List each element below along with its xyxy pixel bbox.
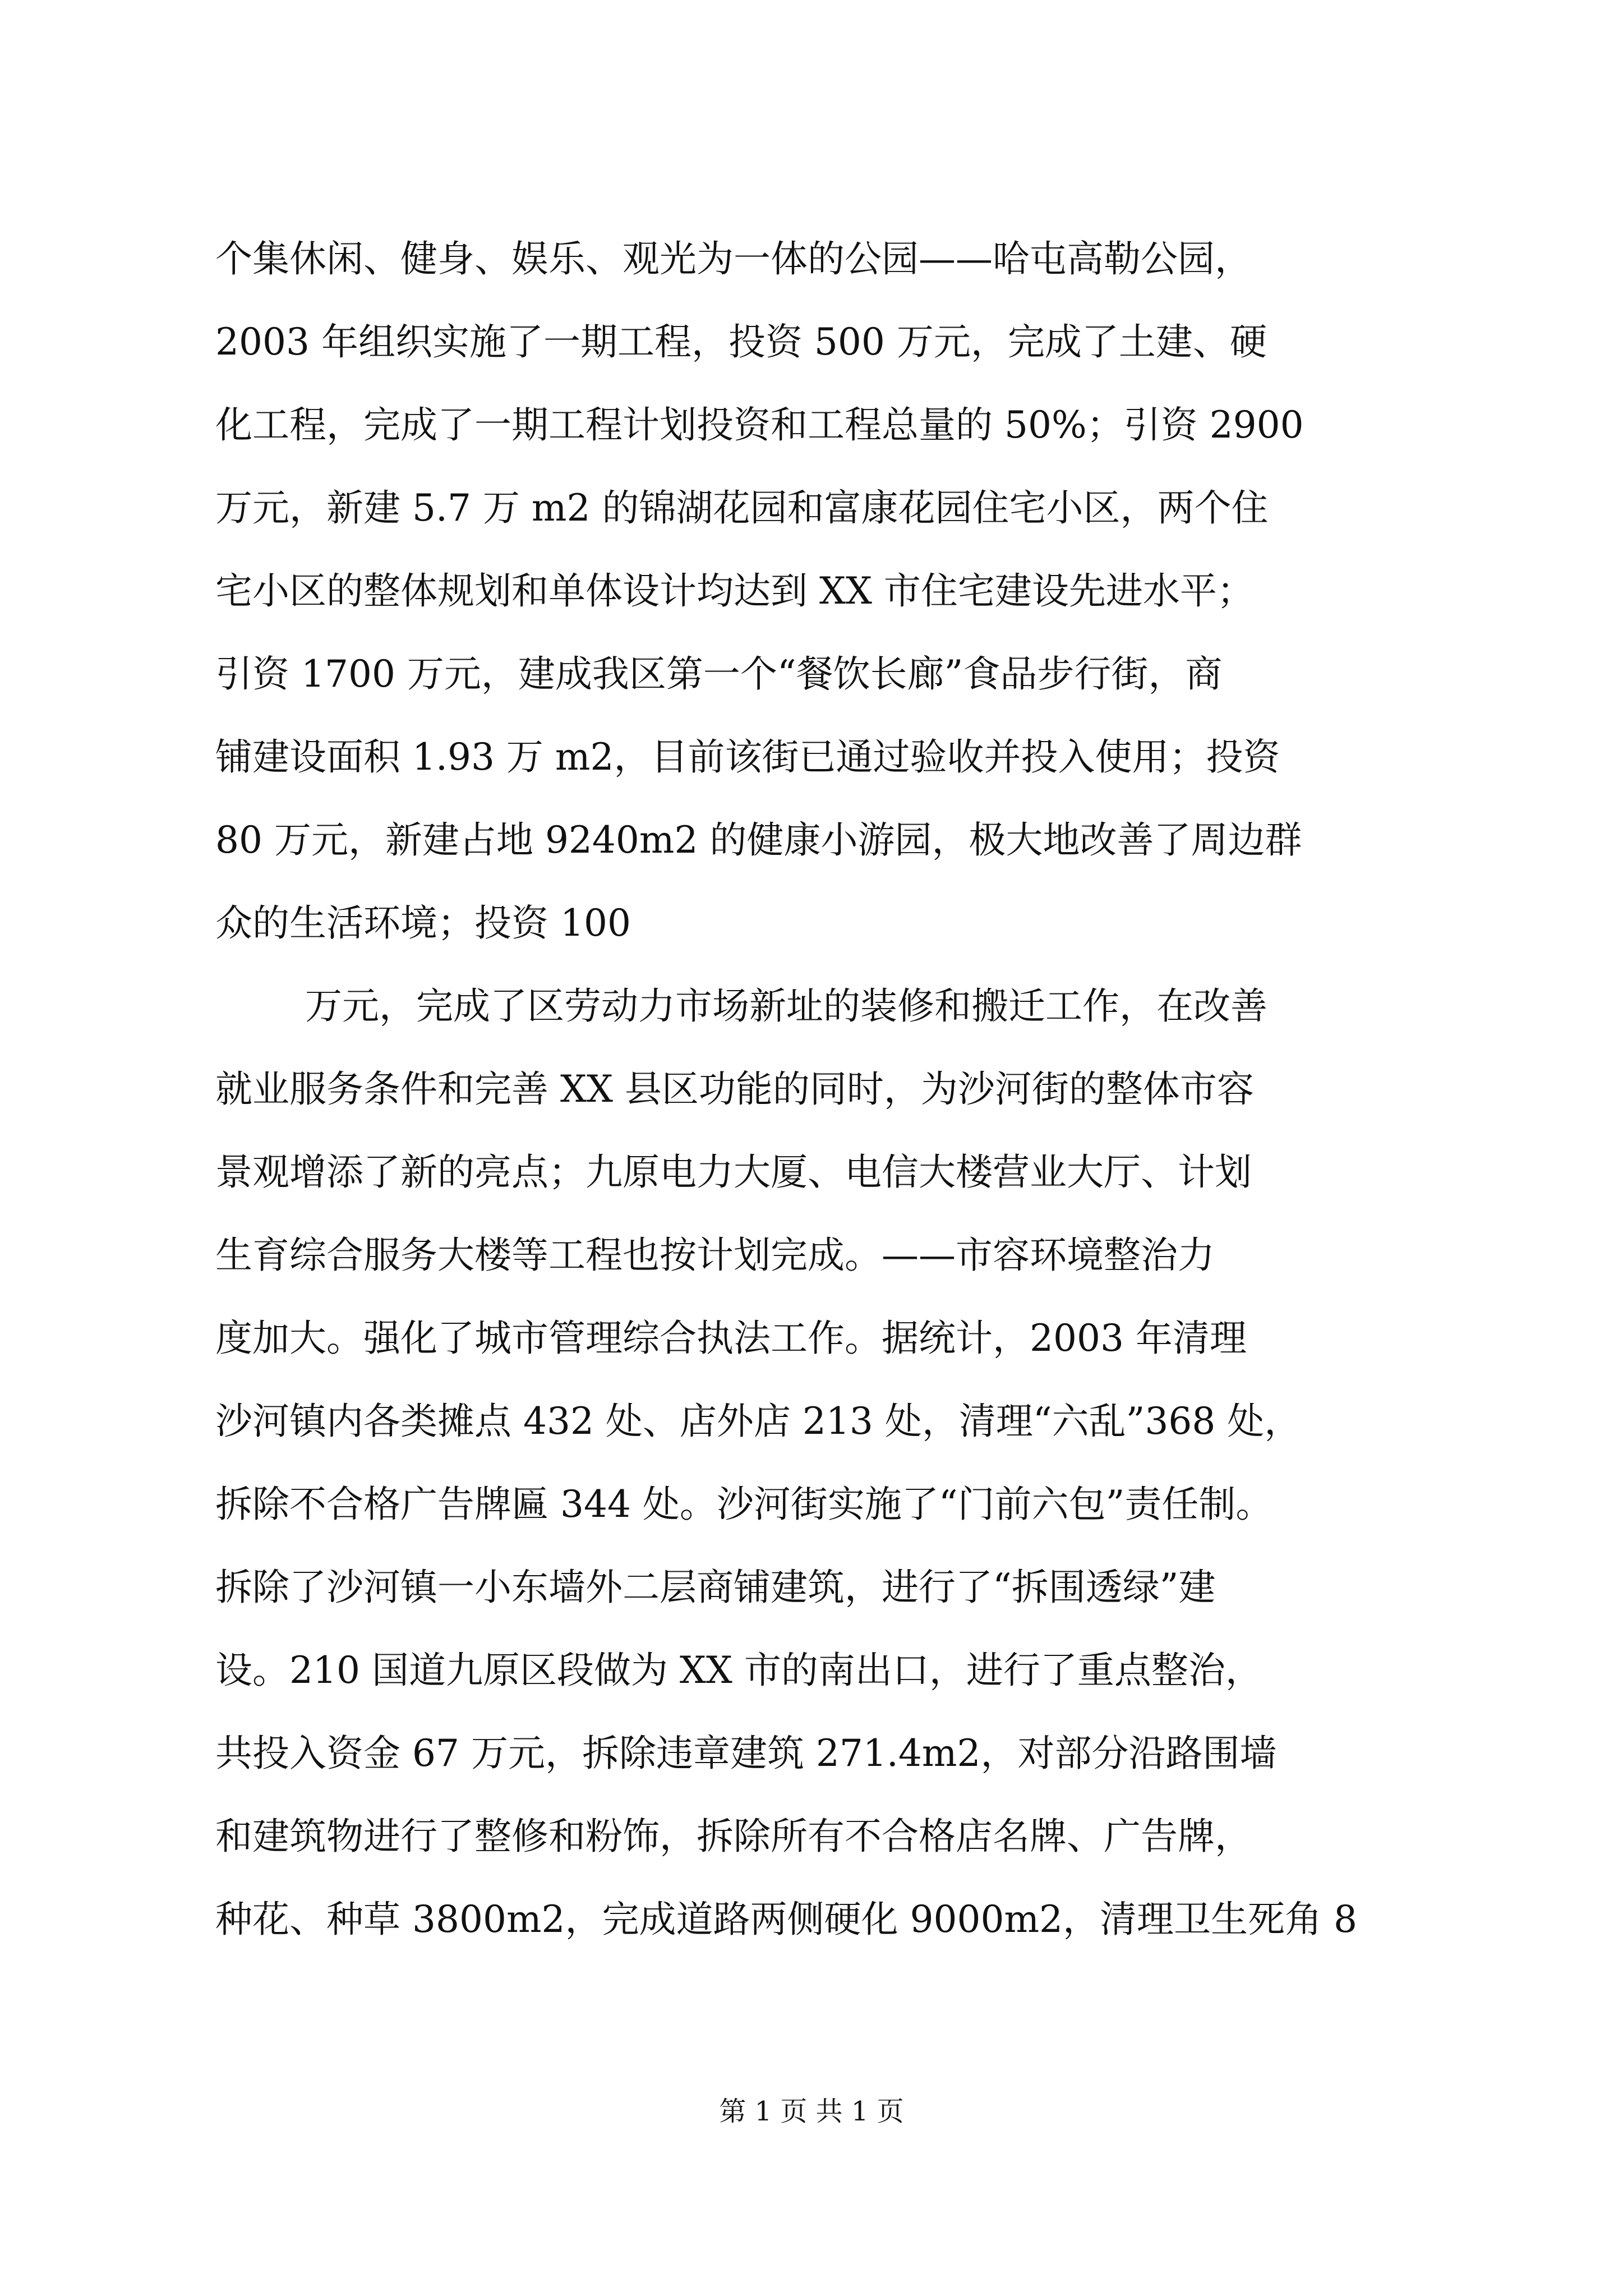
text-line: 和建筑物进行了整修和粉饰，拆除所有不合格店名牌、广告牌， bbox=[215, 1815, 1252, 1858]
text-line: 引资 1700 万元，建成我区第一个“餐饮长廊”食品步行街，商 bbox=[215, 652, 1223, 696]
text-line: 沙河镇内各类摊点 432 处、店外店 213 处，清理“六乱”368 处， bbox=[215, 1400, 1302, 1443]
text-line: 拆除不合格广告牌匾 344 处。沙河街实施了“门前六包”责任制。 bbox=[215, 1483, 1273, 1526]
text-line: 2003 年组织实施了一期工程，投资 500 万元，完成了土建、硬 bbox=[215, 320, 1267, 364]
text-line: 生育综合服务大楼等工程也按计划完成。——市容环境整治力 bbox=[215, 1234, 1215, 1277]
page-footer bbox=[0, 2095, 1623, 2128]
page-number-label: 第 1 页 共 1 页 bbox=[719, 2096, 904, 2127]
text-line: 度加大。强化了城市管理综合执法工作。据统计，2003 年清理 bbox=[215, 1317, 1247, 1360]
text-line: 宅小区的整体规划和单体设计均达到 XX 市住宅建设先进水平； bbox=[215, 569, 1254, 613]
body-text bbox=[215, 218, 1427, 1961]
text-line: 种花、种草 3800m2，完成道路两侧硬化 9000m2，清理卫生死角 8 bbox=[215, 1898, 1358, 1941]
text-line: 铺建设面积 1.93 万 m2，目前该街已通过验收并投入使用；投资 bbox=[215, 735, 1280, 779]
text-line: 化工程，完成了一期工程计划投资和工程总量的 50%；引资 2900 bbox=[215, 403, 1304, 447]
text-line: 万元，新建 5.7 万 m2 的锦湖花园和富康花园住宅小区，两个住 bbox=[215, 486, 1269, 530]
text-line: 共投入资金 67 万元，拆除违章建筑 271.4m2，对部分沿路围墙 bbox=[215, 1732, 1277, 1775]
text-line: 景观增添了新的亮点；九原电力大厦、电信大楼营业大厅、计划 bbox=[215, 1151, 1252, 1194]
text-line: 设。210 国道九原区段做为 XX 市的南出口，进行了重点整治， bbox=[215, 1649, 1262, 1692]
text-line: 80 万元，新建占地 9240m2 的健康小游园，极大地改善了周边群 bbox=[215, 818, 1302, 862]
text-line: 个集休闲、健身、娱乐、观光为一体的公园——哈屯高勒公园， bbox=[215, 237, 1252, 280]
text-line: 拆除了沙河镇一小东墙外二层商铺建筑，进行了“拆围透绿”建 bbox=[215, 1566, 1216, 1609]
paragraph-start-line: 万元，完成了区劳动力市场新址的装修和搬迁工作，在改善 bbox=[305, 984, 1267, 1028]
text-line: 就业服务条件和完善 XX 县区功能的同时，为沙河街的整体市容 bbox=[215, 1068, 1254, 1111]
text-line: 众的生活环境；投资 100 bbox=[215, 901, 631, 945]
